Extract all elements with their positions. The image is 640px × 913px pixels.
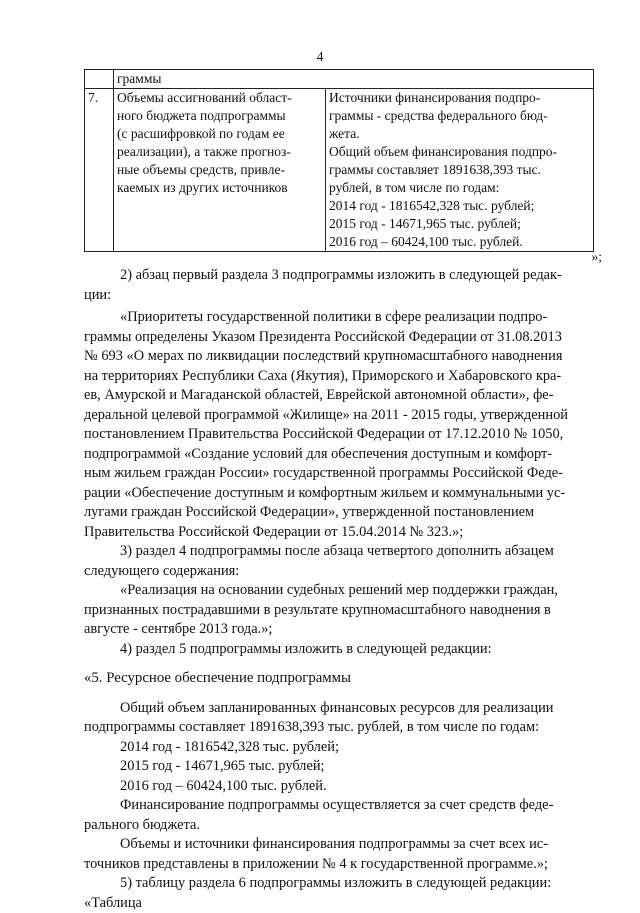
table-row <box>85 70 594 89</box>
cell-line: граммы составляет 1891638,393 тыс. <box>329 161 590 179</box>
cell-line: 2014 год - 1816542,328 тыс. рублей; <box>329 197 590 215</box>
cell-line: Источники финансирования подпро- <box>329 89 590 107</box>
cell-line: ные объемы средств, привле- <box>117 161 322 179</box>
table-cell-prev-tail: граммы <box>114 70 594 89</box>
row-right-cell <box>326 89 594 252</box>
cell-line: Общий объем финансирования подпро- <box>329 143 590 161</box>
year-line: 2015 год - 14671,965 тыс. рублей; <box>84 757 596 777</box>
table-caption: «Таблица <box>84 894 596 913</box>
item-3-paragraph <box>84 542 596 581</box>
text-line: Общий объем запланированных финансовых ресурсов для реализации <box>120 700 554 716</box>
text-line: граммы определены Указом Президента Российской Федерации от 31.08.2013 <box>84 329 562 345</box>
text-line: Объемы и источники финансирования подпрограммы за счет всех ис- <box>120 836 548 852</box>
section-5-heading: «5. Ресурсное обеспечение подпрограммы <box>84 669 596 689</box>
cell-line: Объемы ассигнований област- <box>117 89 322 107</box>
text-line: подпрограммой «Создание условий для обеспечения доступным и комфорт- <box>84 446 552 462</box>
text-line: 5) таблицу раздела 6 подпрограммы изложить в следующей редакции: <box>120 875 551 891</box>
sources-paragraph <box>84 835 596 874</box>
cell-line: рублей, в том числе по годам: <box>329 179 590 197</box>
text-line: постановлением Правительства Российской Федерации от 17.12.2010 № 1050, <box>84 426 563 442</box>
implementation-quote-paragraph <box>84 581 596 640</box>
passport-table <box>84 69 594 252</box>
item-2-paragraph <box>84 266 596 305</box>
text-line: № 693 «О мерах по ликвидации последствий крупномасштабного наводнения <box>84 348 562 364</box>
year-line: 2014 год - 1816542,328 тыс. рублей; <box>84 738 596 758</box>
table-row <box>85 89 594 252</box>
financing-paragraph <box>84 796 596 835</box>
text-line: лугами граждан Российской Федерации», утвержденной постановлением <box>84 504 534 520</box>
text-line: «Приоритеты государственной политики в сфере реализации подпро- <box>120 309 547 325</box>
cell-line: реализации), а также прогноз- <box>117 143 322 161</box>
text-line: августе - сентябре 2013 года.»; <box>84 621 272 637</box>
text-line: 4) раздел 5 подпрограммы изложить в следующей редакции: <box>120 641 492 657</box>
document-body <box>84 266 596 913</box>
item-4-paragraph <box>84 640 596 660</box>
cell-line: 2015 год - 14671,965 тыс. рублей; <box>329 215 590 233</box>
cell-line: (с расшифровкой по годам ее <box>117 125 322 143</box>
text-line: точников представлены в приложении № 4 к государственной программе.»; <box>84 856 548 872</box>
text-line: рального бюджета. <box>84 817 200 833</box>
table-closing-quote: »; <box>0 249 602 265</box>
cell-line: граммы - средства федерального бюд- <box>329 107 590 125</box>
item-5-paragraph <box>84 874 596 894</box>
text-line: «Реализация на основании судебных решений мер поддержки граждан, <box>120 582 558 598</box>
row-left-cell <box>114 89 326 252</box>
cell-line: 2016 год – 60424,100 тыс. рублей. <box>329 233 590 251</box>
table-cell-empty <box>85 70 114 89</box>
text-line: Правительства Российской Федерации от 15.04.2014 № 323.»; <box>84 524 463 540</box>
cell-line: ного бюджета подпрограммы <box>117 107 322 125</box>
text-line: ции: <box>84 287 111 303</box>
text-line: ев, Амурской и Магаданской областей, Еврейской автономной области», фе- <box>84 387 553 403</box>
total-paragraph <box>84 699 596 738</box>
priorities-quote-paragraph <box>84 308 596 542</box>
cell-line: каемых из других источников <box>117 179 322 197</box>
text-line: Финансирование подпрограммы осуществляется за счет средств феде- <box>120 797 553 813</box>
text-line: подпрограммы составляет 1891638,393 тыс. рублей, в том числе по годам: <box>84 719 539 735</box>
year-line: 2016 год – 60424,100 тыс. рублей. <box>84 777 596 797</box>
text-line: признанных пострадавшими в результате крупномасштабного наводнения в <box>84 602 551 618</box>
cell-line: жета. <box>329 125 590 143</box>
text-line: на территориях Республики Саха (Якутия), Приморского и Хабаровского кра- <box>84 368 561 384</box>
text-line: ным жильем граждан России» государственной программы Российской Феде- <box>84 465 563 481</box>
text-line: 3) раздел 4 подпрограммы после абзаца четвертого дополнить абзацем <box>120 543 554 559</box>
text-line: 2) абзац первый раздела 3 подпрограммы изложить в следующей редак- <box>120 267 562 283</box>
text-line: рации «Обеспечение доступным и комфортным жильем и коммунальными ус- <box>84 485 565 501</box>
text-line: деральной целевой программой «Жилище» на 2011 - 2015 годы, утвержденной <box>84 407 568 423</box>
page-number: 4 <box>0 50 640 66</box>
text-line: следующего содержания: <box>84 563 239 579</box>
row-number: 7. <box>85 89 114 252</box>
